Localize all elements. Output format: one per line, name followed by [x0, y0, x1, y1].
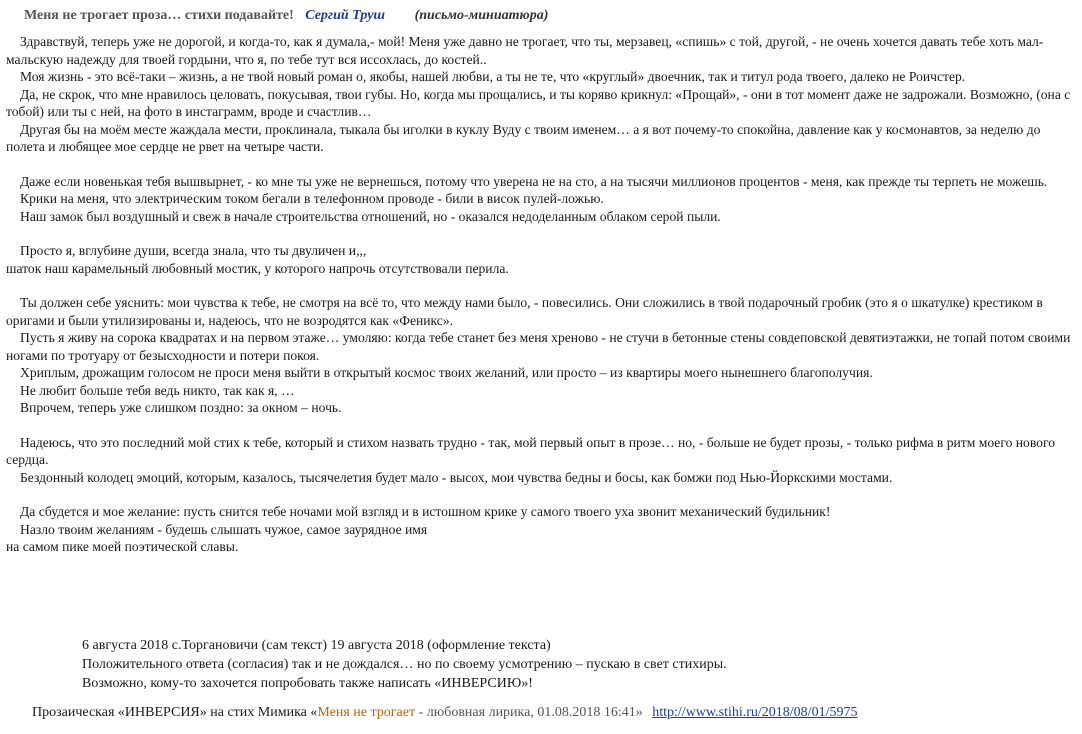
- footer-notes: [82, 636, 727, 693]
- genre-label: (письмо-миниатюра): [414, 8, 549, 23]
- paragraph-2: Моя жизнь - это всё-таки – жизнь, а не твой новый роман о, якобы, нашей любви, а ты не те, что «круглый» двоечник, так и титул рода твоего, далеко не Роичстер.: [20, 69, 966, 84]
- footer-note: Положительного ответа (согласия) так и не дождался… но по своему усмотрению – пускаю в свет стихиры.: [82, 657, 727, 672]
- source-line: [32, 705, 857, 721]
- poem-title: Меня не трогает: [317, 705, 416, 720]
- paragraph-16: Да сбудется и мое желание: пусть снится тебе ночами мой взгляд и в истошном крике у самого твоего уха звонит механический будильник!: [20, 504, 831, 519]
- document-title: [24, 8, 548, 24]
- footer-dates: 6 августа 2018 с.Торгановичи (сам текст) 19 августа 2018 (оформление текста): [82, 638, 551, 653]
- title-text: Меня не трогает проза… стихи подавайте!: [24, 8, 294, 23]
- paragraph-9: Ты должен себе уяснить: мои чувства к тебе, не смотря на всё то, что между нами было, - повесились. Они сложились в твой подарочный гробик (это я о шкатулке) крестиком в оригами и были утилизированы и, надеюсь, что не возродятся как «Феникс».: [6, 295, 1043, 328]
- paragraph-11: Хриплым, дрожащим голосом не проси меня выйти в открытый космос твоих желаний, или просто – из квартиры моего нынешнего благополучия.: [20, 365, 873, 380]
- footer-invite: Возможно, кому-то захочется попробовать также написать «ИНВЕРСИЮ»!: [82, 676, 533, 691]
- paragraph-4: Другая бы на моём месте жаждала мести, проклинала, тыкала бы иголки в куклу Вуду с твоим именем… а я вот почему-то спокойна, давление как у космонавтов, за неделю до полета и любящее мое сердце не рвет на четыре части.: [6, 121, 1041, 154]
- paragraph-7: Наш замок был воздушный и свеж в начале строительства отношений, но - оказался недоделанным облаком серой пыли.: [20, 208, 721, 224]
- paragraph-13: Впрочем, теперь уже слишком поздно: за окном – ночь.: [20, 400, 342, 415]
- paragraph-8b: шаток наш карамельный любовный мостик, у которого напрочь отсутствовали перила.: [6, 260, 509, 276]
- author-name: Сергий Труш: [305, 8, 386, 23]
- paragraph-15: Бездонный колодец эмоций, которым, казалось, тысячелетия будет мало - высох, мои чувства бедны и босы, как бомжи под Нью-Йоркскими мостами.: [20, 469, 893, 485]
- paragraph-14: Надеюсь, что это последний мой стих к тебе, который и стихом назвать трудно - так, мой первый опыт в прозе… но, - больше не будет прозы, - только рифма в ритм моего нового сердца.: [6, 434, 1055, 467]
- letter-body: [6, 33, 1076, 556]
- paragraph-12: Не любит больше тебя ведь никто, так как я, …: [20, 382, 295, 398]
- paragraph-10: Пусть я живу на сорока квадратах и на первом этаже… умоляю: когда тебе станет без меня хреново - не стучи в бетонные стены совдеповской девятиэтажки, не топай потом своими ногами по тротуару от безысходности и потери покоя.: [6, 330, 1071, 363]
- source-link[interactable]: http://www.stihi.ru/2018/08/01/5975: [652, 705, 858, 720]
- source-prefix: Прозаическая «ИНВЕРСИЯ» на стих Мимика «: [32, 705, 318, 720]
- paragraph-6: Крики на меня, что электрическим током бегали в телефонном проводе - били в висок пулей-ложью.: [20, 191, 604, 206]
- paragraph-8a: Просто я, вглубине души, всегда знала, что ты двуличен и,,,: [20, 243, 367, 258]
- paragraph-3: Да, не скрок, что мне нравилось целовать, покусывая, твои губы. Но, когда мы прощались, и ты коряво крикнул: «Прощай», - они в тот момент даже не задрожали. Возможно, (она с тобой) или ты с ней, на фото в инстаграмм, вроде и счастлив…: [6, 86, 1071, 119]
- paragraph-1: Здравствуй, теперь уже не дорогой, и когда-то, как я думала,- мой! Меня уже давно не трогает, что ты, мерзавец, «спишь» с той, другой, - не очень хочется давать тебе хоть мал-мальскую надежду для твоей гордыни, что я, по тебе тут вся иссохлась, до костей..: [6, 34, 1044, 67]
- paragraph-17a: Назло твоим желаниям - будешь слышать чужое, самое заурядное имя: [20, 521, 428, 537]
- paragraph-17b: на самом пике моей поэтической славы.: [6, 539, 239, 554]
- paragraph-5: Даже если новенькая тебя вышвырнет, - ко мне ты уже не вернешься, потому что уверена не на сто, а на тысячи миллионов процентов - меня, как прежде ты терпеть не можешь.: [20, 173, 1048, 189]
- source-meta: - любовная лирика, 01.08.2018 16:41»: [415, 705, 643, 720]
